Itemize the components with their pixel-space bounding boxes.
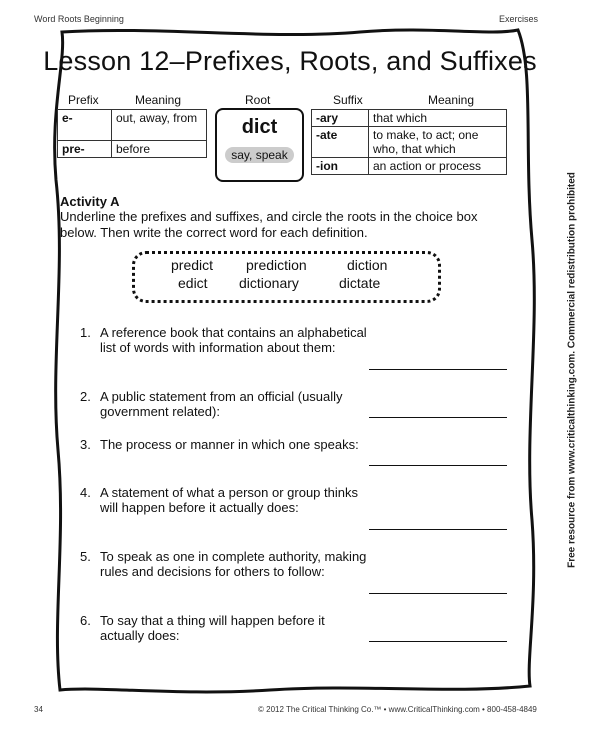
question-number: 4. <box>80 485 91 500</box>
choice-word: dictate <box>339 275 381 291</box>
table-row <box>58 110 207 141</box>
prefix-meaning-header: Meaning <box>135 93 182 107</box>
answer-line[interactable] <box>369 369 507 370</box>
header-right: Exercises <box>498 14 538 24</box>
activity-instructions: Underline the prefixes and suffixes, and circle the roots in the choice box below. Then write the correct word for each definition. <box>60 209 478 240</box>
root-box <box>215 108 304 182</box>
suffix-table <box>311 109 507 175</box>
meaning-cell: that which <box>369 110 507 127</box>
question-text: A reference book that contains an alphabetical list of words with information about them: <box>100 325 367 355</box>
root-word: dict <box>241 116 278 138</box>
question-text: A public statement from an official (usually government related): <box>100 389 343 419</box>
table-row <box>312 110 507 127</box>
answer-line[interactable] <box>369 465 507 466</box>
question-number: 6. <box>80 613 91 628</box>
answer-line[interactable] <box>369 593 507 594</box>
question-text: To speak as one in complete authority, making rules and decisions for others to follow: <box>100 549 367 579</box>
prefix-cell: pre- <box>58 141 112 158</box>
root-header: Root <box>245 93 271 107</box>
choice-box <box>132 251 441 303</box>
question-number: 3. <box>80 437 91 452</box>
suffix-header: Suffix <box>333 93 363 107</box>
meaning-cell: out, away, from <box>112 110 207 141</box>
header-left: Word Roots Beginning <box>34 14 124 24</box>
meaning-cell: to make, to act; one who, that which <box>369 127 507 158</box>
choice-word: diction <box>347 257 388 273</box>
meaning-cell: an action or process <box>369 158 507 175</box>
table-row <box>312 127 507 158</box>
activity-title: Activity A <box>60 194 120 209</box>
question-number: 5. <box>80 549 91 564</box>
choice-word: predict <box>171 257 214 273</box>
lesson-title: Lesson 12–Prefixes, Roots, and Suffixes <box>43 46 537 76</box>
table-row <box>58 141 207 158</box>
answer-line[interactable] <box>369 417 507 418</box>
suffix-cell: -ary <box>312 110 369 127</box>
page-number: 34 <box>34 705 43 714</box>
choice-word: prediction <box>246 257 307 273</box>
prefix-table <box>57 109 207 158</box>
question-text: To say that a thing will happen before it actually does: <box>100 613 325 643</box>
prefix-header: Prefix <box>68 93 99 107</box>
footer-copyright: © 2012 The Critical Thinking Co.™ • www.CriticalThinking.com • 800-458-4849 <box>258 705 537 714</box>
root-meaning: say, speak <box>225 147 293 163</box>
table-row <box>312 158 507 175</box>
question-number: 1. <box>80 325 91 340</box>
question-number: 2. <box>80 389 91 404</box>
choice-word: dictionary <box>239 275 299 291</box>
question-text: A statement of what a person or group thinks will happen before it actually does: <box>100 485 358 515</box>
answer-line[interactable] <box>369 641 507 642</box>
choice-word: edict <box>178 275 208 291</box>
answer-line[interactable] <box>369 529 507 530</box>
suffix-cell: -ion <box>312 158 369 175</box>
meaning-cell: before <box>112 141 207 158</box>
suffix-cell: -ate <box>312 127 369 158</box>
prefix-cell: e- <box>58 110 112 141</box>
suffix-meaning-header: Meaning <box>428 93 475 107</box>
question-text: The process or manner in which one speaks: <box>100 437 359 452</box>
side-note-text: Free resource from www.criticalthinking.com. Commercial redistribution prohibited <box>566 172 578 568</box>
